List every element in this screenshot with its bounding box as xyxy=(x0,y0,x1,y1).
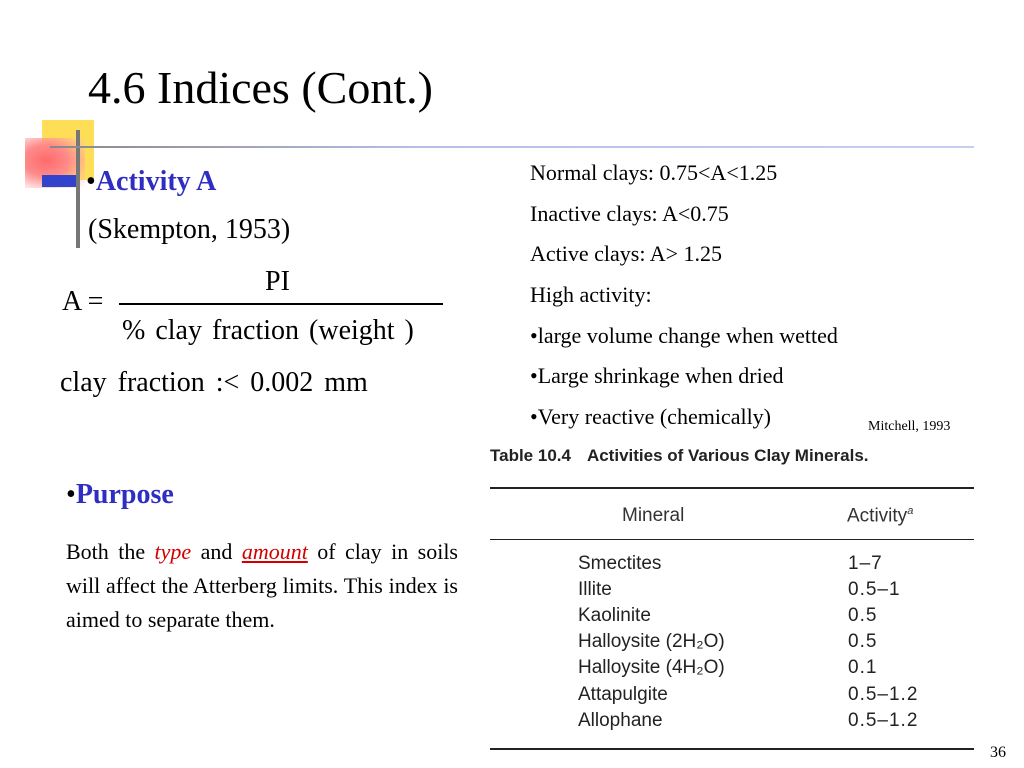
mineral-cell: Allophane xyxy=(578,710,663,731)
table-row xyxy=(578,631,978,657)
mineral-cell: Halloysite (4H₂O) xyxy=(578,657,725,678)
column-header-activity-text: Activity xyxy=(847,505,908,527)
source-citation: Mitchell, 1993 xyxy=(868,419,951,434)
classification-line: •Very reactive (chemically) xyxy=(530,404,772,430)
mineral-cell: Illite xyxy=(578,579,612,600)
activity-heading-text: Activity A xyxy=(95,166,217,197)
classification-line: High activity: xyxy=(530,282,652,308)
formula-numerator: PI xyxy=(265,266,290,297)
purpose-text-part: and xyxy=(191,539,242,564)
formula-denominator: % clay fraction (weight ) xyxy=(122,315,414,346)
mineral-cell: Kaolinite xyxy=(578,605,651,626)
table-rule-header xyxy=(490,539,974,540)
classification-list xyxy=(530,153,838,438)
table-rule-top xyxy=(490,487,974,489)
table-row xyxy=(578,553,978,579)
table-row xyxy=(578,657,978,683)
fraction-bar xyxy=(119,303,443,305)
classification-line: •Large shrinkage when dried xyxy=(530,363,784,389)
classification-line: Inactive clays: A<0.75 xyxy=(530,200,729,226)
mineral-cell: Halloysite (2H₂O) xyxy=(578,631,725,652)
mineral-cell: Smectites xyxy=(578,553,662,574)
slide-title: 4.6 Indices (Cont.) xyxy=(88,62,433,113)
page-number: 36 xyxy=(990,744,1006,761)
activity-cell: 0.5 xyxy=(848,605,878,626)
purpose-paragraph xyxy=(66,535,458,637)
table-row xyxy=(578,684,978,710)
activity-heading xyxy=(86,165,216,199)
column-header-mineral: Mineral xyxy=(622,505,685,526)
activity-cell: 0.1 xyxy=(848,657,878,678)
footnote-marker: a xyxy=(907,505,914,517)
table-row xyxy=(578,710,978,736)
activity-cell: 0.5–1.2 xyxy=(848,710,919,731)
table-title: Activities of Various Clay Minerals. xyxy=(586,446,869,465)
activity-cell: 0.5 xyxy=(848,631,878,652)
emphasis-amount: amount xyxy=(241,539,308,564)
classification-line: Active clays: A> 1.25 xyxy=(530,241,723,267)
activity-cell: 0.5–1 xyxy=(848,579,901,600)
mineral-cell: Attapulgite xyxy=(578,684,668,705)
table-rule-bottom xyxy=(490,748,974,750)
table-caption xyxy=(490,446,869,466)
classification-line: •large volume change when wetted xyxy=(530,322,838,348)
column-header-activity xyxy=(847,505,913,527)
purpose-text-part: of clay in soils will affect the Atterberg limits. This index is aimed to separate them. xyxy=(66,539,458,632)
activity-cell: 1–7 xyxy=(848,553,883,574)
emphasis-type: type xyxy=(154,539,192,564)
activity-citation: (Skempton, 1953) xyxy=(88,214,291,245)
title-underline xyxy=(50,146,974,148)
table-row xyxy=(578,605,978,631)
table-row xyxy=(578,579,978,605)
clay-fraction-definition: clay fraction :< 0.002 mm xyxy=(60,367,368,398)
activity-cell: 0.5–1.2 xyxy=(848,684,919,705)
purpose-text-part: Both the xyxy=(66,539,155,564)
bullet: • xyxy=(66,479,76,510)
corner-decoration-blue xyxy=(42,175,80,187)
formula-lhs: A = xyxy=(62,286,104,317)
purpose-heading-text: Purpose xyxy=(75,479,174,510)
classification-line: Normal clays: 0.75<A<1.25 xyxy=(530,160,778,185)
purpose-heading xyxy=(66,478,174,512)
table-number: Table 10.4 xyxy=(490,446,571,465)
bullet: • xyxy=(86,166,96,197)
